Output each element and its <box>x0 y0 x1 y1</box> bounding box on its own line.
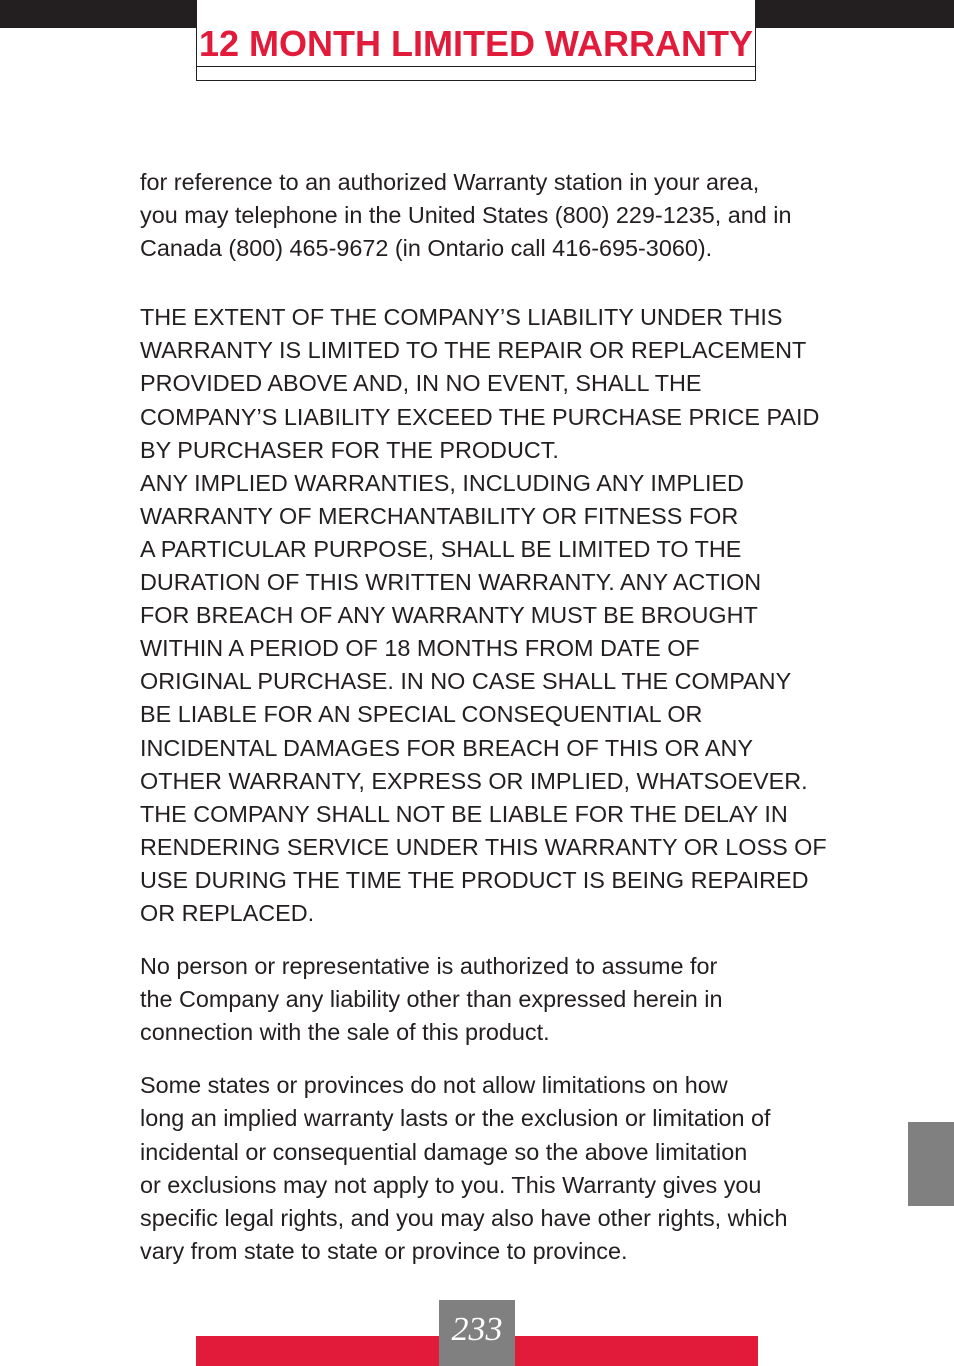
page-number: 233 <box>451 1311 503 1348</box>
section-side-tab <box>908 1122 954 1206</box>
page-title: 12 MONTH LIMITED WARRANTY <box>199 23 753 64</box>
paragraph-no-representative: No person or representative is authorized to assume for the Company any liability other than expressed herein in connection with the sale of this product. <box>140 953 723 1046</box>
paragraph-liability-terms: THE EXTENT OF THE COMPANY’S LIABILITY UNDER THIS WARRANTY IS LIMITED TO THE REPAIR OR REPLACEMENT PROVIDED ABOVE AND, IN NO EVENT, SHALL THE COMPANY’S LIABILITY EXCEED THE PURCHASE PRICE PAID BY PURCHASER FOR THE PRODUCT. ANY IMPLIED WARRANTIES, INCLUDING ANY IMPLIED WARRANTY OF MERCHANTABILITY OR FITNESS FOR A PARTICULAR PURPOSE, SHALL BE LIMITED TO THE DURATION OF THIS WRITTEN WARRANTY. ANY ACTION FOR BREACH OF ANY WARRANTY MUST BE BROUGHT WITHIN A PERIOD OF 18 MONTHS FROM DATE OF ORIGINAL PURCHASE. IN NO CASE SHALL THE COMPANY BE LIABLE FOR AN SPECIAL CONSEQUENTIAL OR INCIDENTAL DAMAGES FOR BREACH OF THIS OR ANY OTHER WARRANTY, EXPRESS OR IMPLIED, WHATSOEVER. THE COMPANY SHALL NOT BE LIABLE FOR THE DELAY IN RENDERING SERVICE UNDER THIS WARRANTY OR LOSS OF USE DURING THE TIME THE PRODUCT IS BEING REPAIRED OR REPLACED. <box>140 304 827 926</box>
page-number-box <box>439 1300 515 1366</box>
header-box <box>196 0 756 81</box>
paragraph-state-rights: Some states or provinces do not allow limitations on how long an implied warranty lasts or the exclusion or limitation of incidental or consequential damage so the above limitation or exclusions may not apply to you. This Warranty gives you specific legal rights, and you may also have other rights, which vary from state to state or province to province. <box>140 1072 788 1264</box>
warranty-text <box>140 166 890 1268</box>
header-rule <box>197 66 755 67</box>
paragraph-contact-info: for reference to an authorized Warranty station in your area, you may telephone in the United States (800) 229-1235, and in Canada (800) 465-9672 (in Ontario call 416-695-3060). <box>140 169 792 262</box>
